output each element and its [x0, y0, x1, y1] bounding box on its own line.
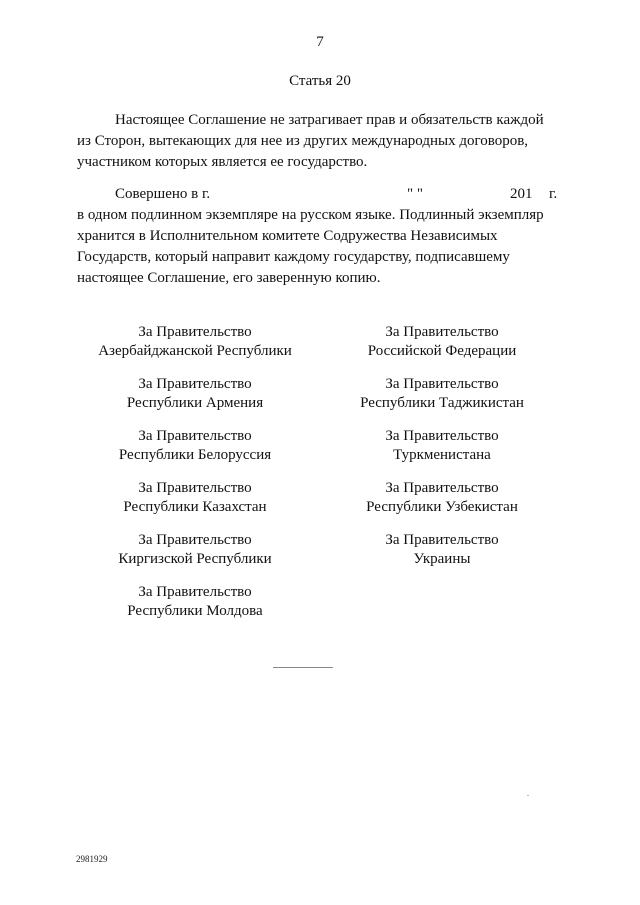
signature-party: Республики Молдова — [127, 603, 263, 619]
signed-year-suffix: г. — [549, 186, 558, 202]
signature-block — [75, 323, 315, 375]
paragraph-line: Государств, который направит каждому государству, подписавшему — [77, 249, 510, 265]
signature-title: За Правительство — [138, 376, 252, 392]
signature-title: За Правительство — [385, 324, 499, 340]
signature-title: За Правительство — [385, 480, 499, 496]
signature-column-right — [322, 323, 562, 583]
signature-block — [322, 375, 562, 427]
signature-block — [322, 323, 562, 375]
signature-block — [75, 375, 315, 427]
paragraph-line: в одном подлинном экземпляре на русском языке. Подлинный экземпляр — [77, 207, 544, 223]
signature-party: Республики Армения — [126, 395, 264, 411]
signature-block — [322, 479, 562, 531]
paragraph-signed — [77, 184, 560, 289]
signature-column-left — [75, 323, 315, 635]
paragraph-line: Настоящее Соглашение не затрагивает прав и обязательств каждой — [115, 112, 544, 128]
signature-title: За Правительство — [385, 376, 499, 392]
signature-title: За Правительство — [138, 428, 252, 444]
signature-block — [75, 531, 315, 583]
signature-title: За Правительство — [138, 324, 252, 340]
signature-title: За Правительство — [385, 532, 499, 548]
signature-party: Республики Узбекистан — [366, 499, 518, 515]
signature-block — [75, 427, 315, 479]
signed-year: 201 — [510, 186, 533, 202]
signature-block — [322, 531, 562, 583]
signed-line — [77, 184, 560, 205]
signature-title: За Правительство — [138, 532, 252, 548]
signature-party: Республики Казахстан — [123, 499, 267, 515]
document-code: 2981929 — [76, 854, 108, 864]
article-title: Статья 20 — [289, 73, 351, 89]
signature-party: Украины — [413, 551, 471, 567]
signature-title: За Правительство — [385, 428, 499, 444]
signature-block — [322, 427, 562, 479]
signature-party: Республики Таджикистан — [360, 395, 524, 411]
paragraph-line: из Сторон, вытекающих для нее из других международных договоров, — [77, 133, 529, 149]
scan-speck — [527, 795, 529, 796]
signature-block — [75, 479, 315, 531]
signature-party: Туркменистана — [393, 447, 491, 463]
paragraph-article-20 — [77, 110, 560, 173]
paragraph-line: настоящее Соглашение, его заверенную копию. — [77, 270, 381, 286]
end-divider — [273, 667, 333, 668]
signature-party: Республики Белоруссия — [118, 447, 272, 463]
signed-quotes: " " — [407, 186, 423, 202]
signature-block — [75, 583, 315, 635]
signature-title: За Правительство — [138, 480, 252, 496]
page-number: 7 — [316, 34, 324, 50]
signature-party: Российской Федерации — [367, 343, 517, 359]
paragraph-line: участником которых является ее государство. — [77, 154, 368, 170]
signed-prefix: Совершено в г. — [115, 186, 211, 202]
signature-title: За Правительство — [138, 584, 252, 600]
signature-party: Киргизской Республики — [118, 551, 272, 567]
signature-party: Азербайджанской Республики — [98, 343, 292, 359]
paragraph-line: хранится в Исполнительном комитете Содружества Независимых — [77, 228, 498, 244]
